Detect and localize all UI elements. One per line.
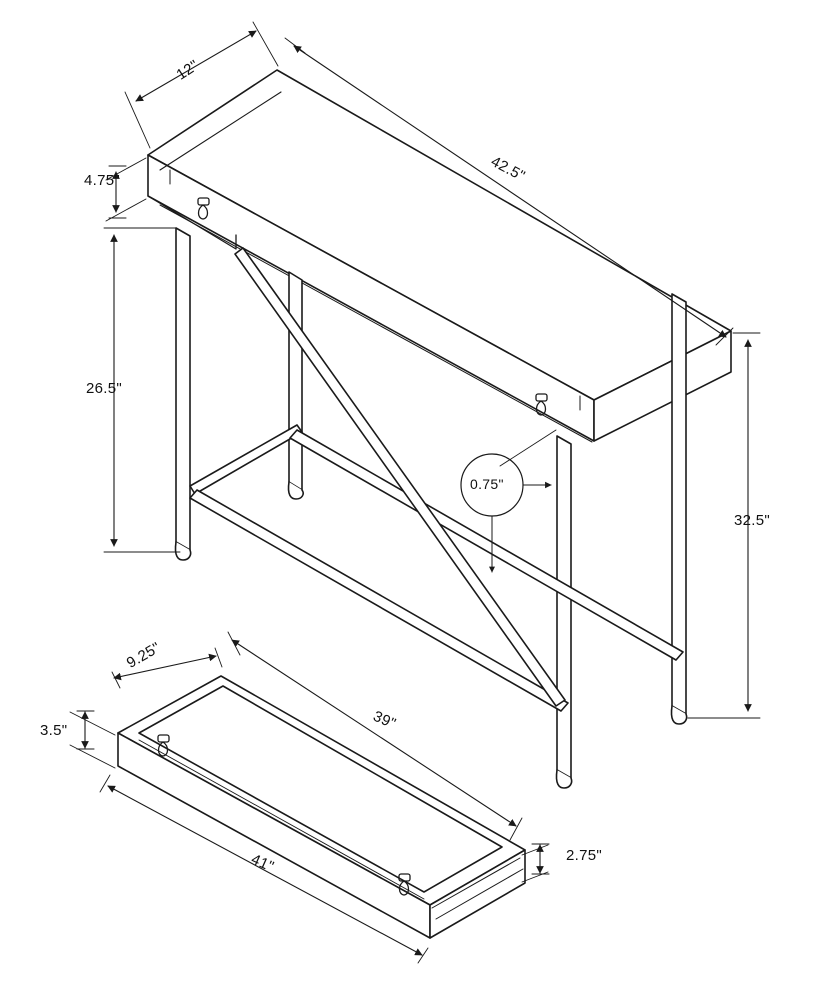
dimension-label-drawer-front-height: 2.75"	[566, 847, 603, 864]
leg-back-left	[288, 272, 303, 499]
stretcher-x-brace-front	[190, 490, 568, 711]
leg-front-left	[175, 228, 190, 560]
dimension-label-drawer-inner-width: 39"	[370, 707, 399, 733]
dimension-label-leg-height: 26.5"	[86, 380, 123, 397]
dimension-label-width-top: 42.5"	[488, 152, 528, 185]
leg-front-right	[556, 436, 571, 788]
dimension-label-drawer-depth: 9.25"	[123, 639, 164, 672]
dimension-label-drawer-height: 3.5"	[40, 722, 68, 739]
dimension-label-overall-height: 32.5"	[734, 512, 771, 529]
dimension-label-drawer-outer-width: 41"	[248, 850, 277, 876]
dimension-label-frame-thickness: 0.75"	[470, 476, 504, 492]
drawer-box	[118, 676, 525, 938]
dimension-label-apron-height: 4.75"	[84, 172, 121, 189]
dimension-label-depth-top: 12"	[173, 56, 202, 84]
stretcher-left-side	[190, 425, 302, 494]
